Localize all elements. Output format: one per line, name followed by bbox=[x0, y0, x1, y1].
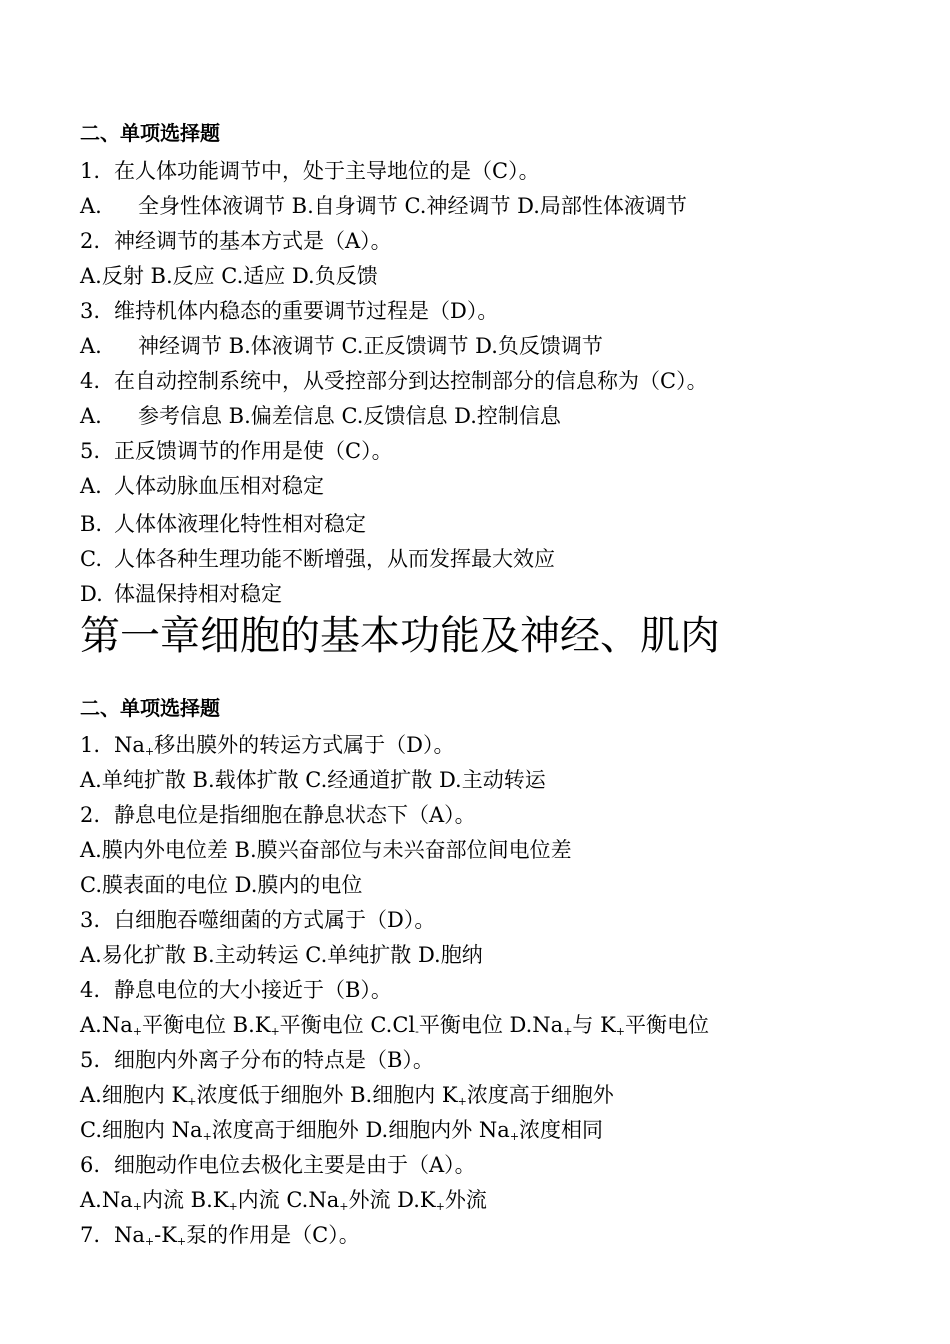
question-text: 细胞内外离子分布的特点是（B）。 bbox=[114, 1048, 434, 1072]
question-number: 3. bbox=[80, 299, 101, 323]
option-label: D. bbox=[80, 582, 103, 606]
ion-name: Na bbox=[114, 1223, 145, 1247]
ion-charge: + bbox=[339, 1200, 349, 1213]
question-number: 4. bbox=[80, 369, 101, 393]
question-5-option-c bbox=[80, 546, 555, 572]
question-number: 5. bbox=[80, 1048, 101, 1072]
ion-charge: + bbox=[132, 1025, 142, 1038]
option-label: A. bbox=[80, 404, 102, 428]
question-3 bbox=[80, 907, 435, 933]
options-text: 神经调节 B.体液调节 C.正反馈调节 D.负反馈调节 bbox=[138, 334, 603, 358]
question-3-options: A.易化扩散 B.主动转运 C.单纯扩散 D.胞纳 bbox=[80, 943, 483, 967]
option-text: 外流 bbox=[444, 1188, 487, 1212]
ion-charge: + bbox=[509, 1130, 520, 1143]
question-2-options: A.反射 B.反应 C.适应 D.负反馈 bbox=[80, 264, 378, 288]
section-heading: 二、单项选择题 bbox=[80, 696, 220, 720]
ion-charge: + bbox=[202, 1130, 212, 1143]
ion-charge: + bbox=[435, 1200, 445, 1213]
question-number: 5. bbox=[80, 439, 101, 463]
option-label: B. bbox=[80, 512, 103, 536]
question-number: 1. bbox=[80, 733, 101, 757]
options-text: 参考信息 B.偏差信息 C.反馈信息 D.控制信息 bbox=[138, 404, 561, 428]
question-1 bbox=[80, 732, 454, 758]
question-3-options bbox=[80, 333, 603, 359]
question-5-option-d bbox=[80, 581, 282, 607]
question-4-options bbox=[80, 1012, 709, 1038]
question-number: 7. bbox=[80, 1223, 101, 1247]
option-text: A.Na bbox=[80, 1013, 133, 1037]
ion-charge: + bbox=[457, 1095, 467, 1108]
option-text: 体温保持相对稳定 bbox=[114, 582, 282, 606]
option-text: C.细胞内 Na bbox=[80, 1118, 203, 1142]
question-1 bbox=[80, 158, 540, 184]
question-5-option-b bbox=[80, 511, 366, 537]
option-text: 人体动脉血压相对稳定 bbox=[114, 474, 324, 498]
question-text: 泵的作用是（C）。 bbox=[186, 1223, 360, 1247]
question-6 bbox=[80, 1152, 476, 1178]
question-text: 白细胞吞噬细菌的方式属于（D）。 bbox=[114, 908, 436, 932]
question-5-options-line-1 bbox=[80, 1082, 614, 1108]
question-1-options bbox=[80, 193, 687, 219]
question-6-options bbox=[80, 1187, 487, 1213]
option-label: A. bbox=[80, 474, 102, 498]
option-label: C. bbox=[80, 547, 102, 571]
question-5-options-line-2 bbox=[80, 1117, 603, 1143]
ion-charge: + bbox=[187, 1095, 197, 1108]
question-4-options bbox=[80, 403, 561, 429]
question-5-option-a bbox=[80, 473, 324, 499]
ion-charge: + bbox=[615, 1025, 626, 1038]
question-number: 2. bbox=[80, 803, 101, 827]
question-5 bbox=[80, 438, 393, 464]
ion-charge: + bbox=[176, 1235, 187, 1248]
option-text: 与 K bbox=[572, 1013, 616, 1037]
option-text: 内流 C.Na bbox=[237, 1188, 340, 1212]
question-text: 在自动控制系统中，从受控部分到达控制部分的信息称为（C）。 bbox=[114, 369, 708, 393]
option-text: 外流 D.K bbox=[348, 1188, 436, 1212]
section-heading: 二、单项选择题 bbox=[80, 121, 220, 145]
question-1-options: A.单纯扩散 B.载体扩散 C.经通道扩散 D.主动转运 bbox=[80, 768, 546, 792]
ion-name: Na bbox=[114, 733, 145, 757]
option-text: 浓度高于细胞外 D.细胞内外 Na bbox=[211, 1118, 510, 1142]
option-text: 内流 B.K bbox=[141, 1188, 229, 1212]
question-number: 3. bbox=[80, 908, 101, 932]
option-text: A.细胞内 K bbox=[80, 1083, 188, 1107]
question-2 bbox=[80, 228, 392, 254]
question-2 bbox=[80, 802, 476, 828]
question-7 bbox=[80, 1222, 360, 1248]
question-text: 细胞动作电位去极化主要是由于（A）。 bbox=[114, 1153, 476, 1177]
option-text: 人体体液理化特性相对稳定 bbox=[114, 512, 366, 536]
ion-charge: - bbox=[415, 1025, 419, 1038]
option-label: A. bbox=[80, 194, 102, 218]
option-text: A.Na bbox=[80, 1188, 133, 1212]
question-3 bbox=[80, 298, 498, 324]
option-text: 人体各种生理功能不断增强，从而发挥最大效应 bbox=[114, 547, 555, 571]
ion-name: -K bbox=[154, 1223, 177, 1247]
option-text: 平衡电位 C.Cl bbox=[279, 1013, 416, 1037]
question-text: 移出膜外的转运方式属于（D）。 bbox=[154, 733, 455, 757]
chapter-title: 第一章细胞的基本功能及神经、肌肉 bbox=[80, 613, 720, 659]
ion-charge: + bbox=[132, 1200, 142, 1213]
option-text: 平衡电位 D.Na bbox=[418, 1013, 564, 1037]
ion-charge: + bbox=[228, 1200, 238, 1213]
question-number: 2. bbox=[80, 229, 101, 253]
options-text: 全身性体液调节 B.自身调节 C.神经调节 D.局部性体液调节 bbox=[138, 194, 687, 218]
question-text: 神经调节的基本方式是（A）。 bbox=[114, 229, 392, 253]
option-text: 浓度相同 bbox=[519, 1118, 604, 1142]
ion-charge: + bbox=[144, 745, 155, 758]
question-number: 6. bbox=[80, 1153, 101, 1177]
ion-charge: + bbox=[563, 1025, 573, 1038]
ion-charge: + bbox=[270, 1025, 280, 1038]
question-5 bbox=[80, 1047, 434, 1073]
option-label: A. bbox=[80, 334, 102, 358]
question-text: 在人体功能调节中，处于主导地位的是（C）。 bbox=[114, 159, 540, 183]
question-4 bbox=[80, 368, 708, 394]
question-text: 正反馈调节的作用是使（C）。 bbox=[114, 439, 393, 463]
question-2-options-line-1: A.膜内外电位差 B.膜兴奋部位与未兴奋部位间电位差 bbox=[80, 838, 572, 862]
question-4 bbox=[80, 977, 392, 1003]
question-number: 4. bbox=[80, 978, 101, 1002]
option-text: 平衡电位 bbox=[625, 1013, 710, 1037]
ion-charge: + bbox=[144, 1235, 155, 1248]
question-2-options-line-2: C.膜表面的电位 D.膜内的电位 bbox=[80, 873, 363, 897]
question-number: 1. bbox=[80, 159, 101, 183]
question-text: 静息电位是指细胞在静息状态下（A）。 bbox=[114, 803, 476, 827]
option-text: 浓度低于细胞外 B.细胞内 K bbox=[196, 1083, 458, 1107]
question-text: 静息电位的大小接近于（B）。 bbox=[114, 978, 392, 1002]
option-text: 浓度高于细胞外 bbox=[466, 1083, 614, 1107]
option-text: 平衡电位 B.K bbox=[141, 1013, 271, 1037]
question-text: 维持机体内稳态的重要调节过程是（D）。 bbox=[114, 299, 499, 323]
